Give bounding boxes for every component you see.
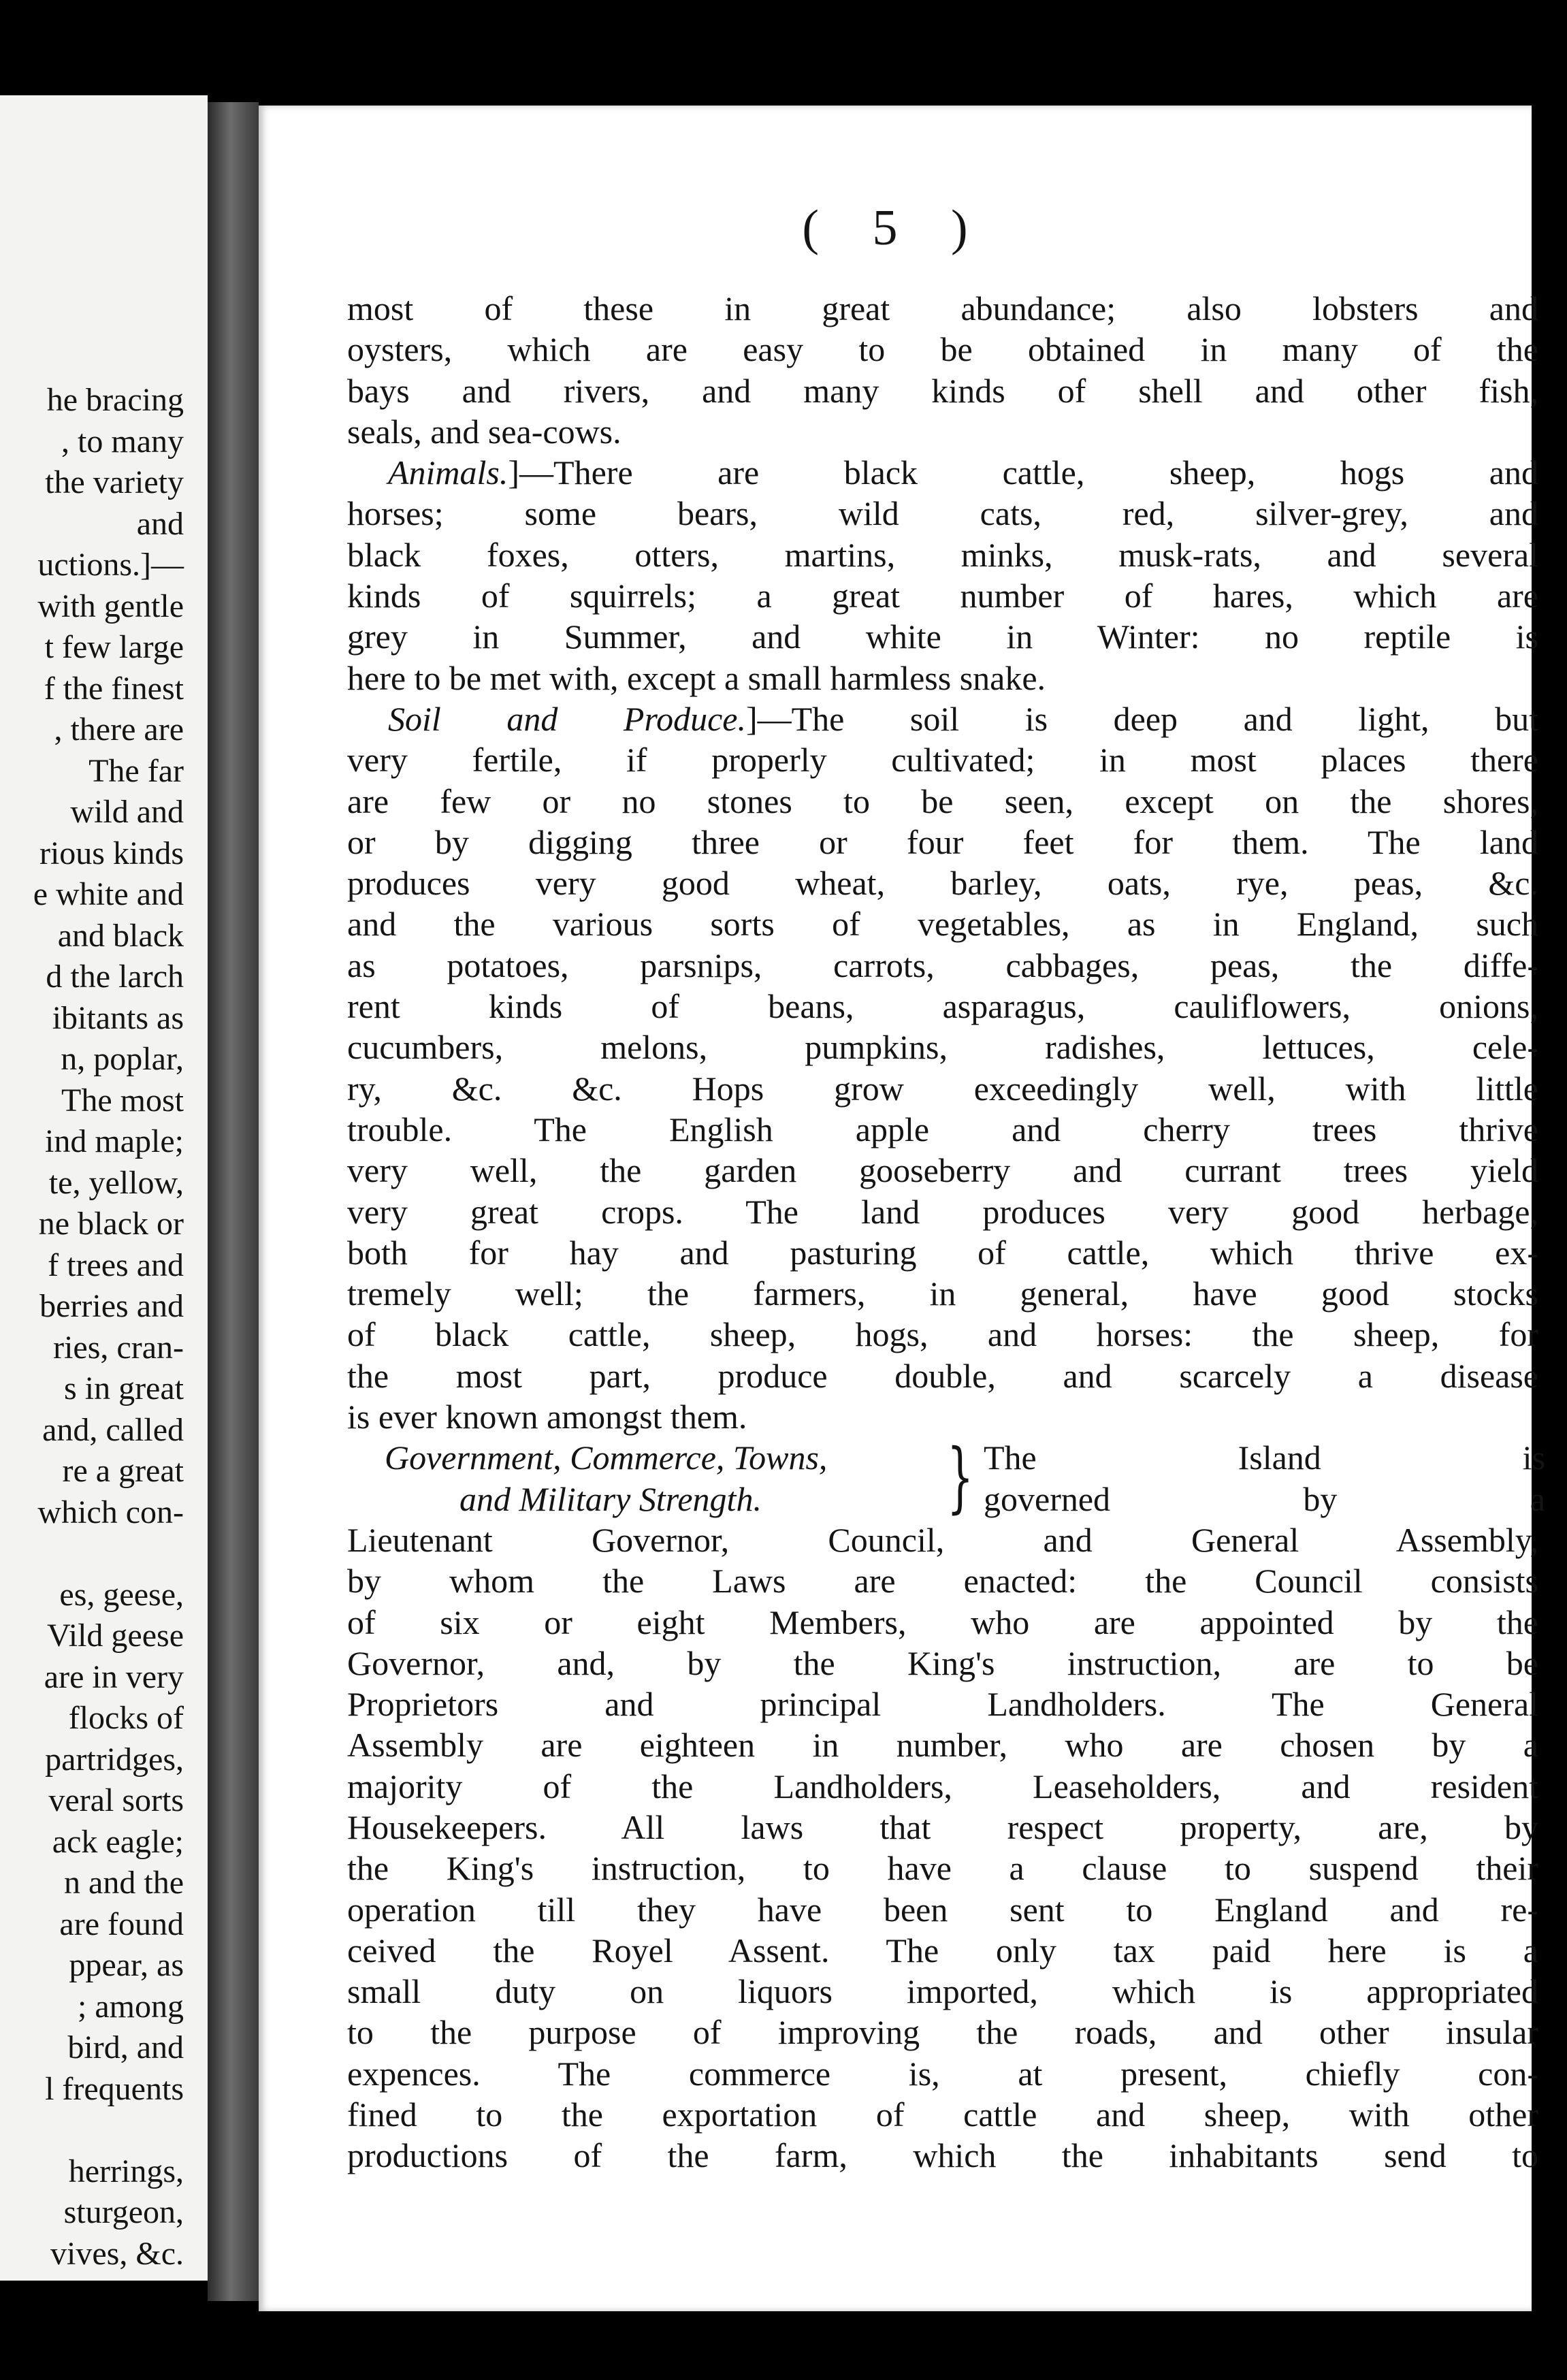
left-page-line: The most <box>61 1082 184 1119</box>
left-page-line: , there are <box>54 711 184 747</box>
text-line: or by digging three or four feet for them. The land <box>347 822 1538 861</box>
left-page-line: ries, cran- <box>53 1329 184 1366</box>
left-page-line: ibitants as <box>52 999 184 1036</box>
text-line: Proprietors and principal Landholders. The General <box>347 1685 1538 1724</box>
left-page-line: s in great <box>64 1370 184 1406</box>
text-line: as potatoes, parsnips, carrots, cabbages, peas, the diffe- <box>347 946 1538 984</box>
text-line: and the various sorts of vegetables, as in England, such <box>347 905 1538 944</box>
text-line: cucumbers, melons, pumpkins, radishes, lettuces, cele- <box>347 1028 1538 1067</box>
left-page-line <box>0 1533 184 1575</box>
left-page-line: n and the <box>64 1865 184 1901</box>
text-line: Governor, and, by the King's instruction, are to be <box>347 1643 1538 1682</box>
left-page-line: re a great <box>62 1453 184 1489</box>
text-line: The Island is <box>984 1438 1545 1477</box>
text-line: Assembly are eighteen in number, who are chosen by a <box>347 1726 1538 1765</box>
page-body <box>347 288 1545 2176</box>
left-page-line: berries and <box>39 1288 184 1324</box>
text-line: operation till they have been sent to England and re- <box>347 1890 1538 1929</box>
left-page-line: and black <box>57 917 184 954</box>
left-page-line: bird, and <box>67 2029 184 2065</box>
paragraph-intro <box>347 288 1538 452</box>
text-line: governed by a <box>984 1479 1545 1518</box>
text-line: of six or eight Members, who are appointed by the <box>347 1603 1538 1641</box>
left-page-line: ind maple; <box>45 1123 184 1159</box>
left-page-line: he bracing <box>46 382 184 418</box>
left-page-line: which con- <box>37 1494 184 1530</box>
left-page-line: veral sorts <box>48 1782 184 1818</box>
text-line: both for hay and pasturing of cattle, which thrive ex- <box>347 1233 1538 1272</box>
text-line: produces very good wheat, barley, oats, rye, peas, &c. <box>347 864 1538 903</box>
left-page-line: flocks of <box>68 1700 184 1736</box>
text-line: very fertile, if properly cultivated; in most places there <box>347 741 1538 779</box>
text-line: are few or no stones to be seen, except on the shores, <box>347 782 1538 820</box>
text-line: horses; some bears, wild cats, red, silver-grey, and <box>347 494 1538 533</box>
left-page-line: and <box>136 505 184 542</box>
left-page-line: e white and <box>33 876 184 912</box>
paragraph-soil <box>347 698 1538 1437</box>
text-line: Lieutenant Governor, Council, and General Assembly, <box>347 1520 1538 1559</box>
text-line: to the purpose of improving the roads, and other insular <box>347 2013 1538 2052</box>
left-page-line: are in very <box>44 1658 184 1695</box>
left-page-line: ppear, as <box>69 1947 184 1983</box>
text-line: seals, and sea-cows. <box>347 412 621 451</box>
left-page-line: herrings, <box>68 2153 184 2189</box>
right-page <box>259 106 1545 2311</box>
left-page-line: and, called <box>42 1411 184 1448</box>
left-page-line: partridges, <box>45 1741 184 1778</box>
text-line: very well, the garden gooseberry and currant trees yield <box>347 1151 1538 1190</box>
text-line: majority of the Landholders, Leaseholders, and resident <box>347 1767 1538 1805</box>
heading-line: Government, Commerce, Towns, <box>385 1438 828 1477</box>
left-page-line: uctions.]— <box>37 547 184 583</box>
left-page-line: with gentle <box>37 588 184 624</box>
left-page-line: wild and <box>70 794 184 830</box>
paragraph-government-heading <box>347 1433 1545 1522</box>
text-line: very great crops. The land produces very good herbage, <box>347 1192 1538 1231</box>
text-line: small duty on liquors imported, which is appropriated <box>347 1972 1538 2011</box>
text-line: productions of the farm, which the inhabitants send to <box>347 2136 1538 2175</box>
text-line: the King's instruction, to have a clause to suspend their <box>347 1849 1538 1888</box>
left-page-line: Vild geese <box>46 1618 184 1654</box>
left-page-line: l frequents <box>45 2070 184 2107</box>
text-line: by whom the Laws are enacted: the Council consists <box>347 1562 1538 1601</box>
text-line: Housekeepers. All laws that respect property, are, by <box>347 1807 1538 1846</box>
section-heading-animals: Animals. <box>388 453 508 492</box>
page-number: ( 5 ) <box>802 200 988 256</box>
text-line: rent kinds of beans, asparagus, cauliflowers, onions, <box>347 987 1538 1026</box>
brace-glyph: } <box>947 1433 974 1522</box>
text-span: ]—The soil is deep and light, but <box>745 699 1538 738</box>
left-page-line: n, poplar, <box>61 1041 184 1077</box>
left-page-line: d the larch <box>46 959 184 995</box>
left-page-line: are found <box>59 1905 184 1942</box>
left-page-line: t few large <box>44 629 184 665</box>
paragraph-animals <box>347 452 1538 698</box>
text-line: here to be met with, except a small harmless snake. <box>347 658 1046 697</box>
left-page-text <box>0 380 184 2274</box>
section-heading-government <box>385 1437 943 1519</box>
text-line: black foxes, otters, martins, minks, musk-rats, and several <box>347 535 1538 574</box>
left-page-line <box>0 2110 184 2151</box>
text-span: ]—There are black cattle, sheep, hogs and <box>508 453 1538 492</box>
left-page-line: ack eagle; <box>52 1823 184 1860</box>
left-page-line: the variety <box>45 464 184 500</box>
left-page-line: , to many <box>61 423 184 460</box>
text-line: is ever known amongst them. <box>347 1398 747 1436</box>
text-line: oysters, which are easy to be obtained in many of the <box>347 330 1538 369</box>
text-line: expences. The commerce is, at present, chiefly con- <box>347 2054 1538 2093</box>
paragraph-government <box>347 1519 1538 2176</box>
text-line: fined to the exportation of cattle and sheep, with other <box>347 2095 1538 2134</box>
text-line <box>347 698 1538 739</box>
left-page-line: ne black or <box>38 1206 184 1242</box>
text-line: the most part, produce double, and scarcely a disease <box>347 1356 1538 1395</box>
text-line: ry, &c. &c. Hops grow exceedingly well, with little <box>347 1069 1538 1108</box>
text-line: of black cattle, sheep, hogs, and horses: the sheep, for <box>347 1315 1538 1354</box>
heading-side-text <box>984 1437 1545 1519</box>
left-page-line: es, geese, <box>59 1576 184 1613</box>
left-page-line: rious kinds <box>39 835 184 871</box>
text-line: ceived the Royel Assent. The only tax paid here is a <box>347 1931 1538 1969</box>
text-line: most of these in great abundance; also lobsters and <box>347 289 1538 327</box>
left-page-line: f trees and <box>48 1247 184 1283</box>
text-line: tremely well; the farmers, in general, have good stocks <box>347 1274 1538 1313</box>
text-line <box>347 452 1538 493</box>
left-page-line: sturgeon, <box>63 2194 184 2230</box>
text-line: kinds of squirrels; a great number of hares, which are <box>347 577 1538 615</box>
text-line: trouble. The English apple and cherry trees thrive <box>347 1110 1538 1148</box>
text-line: bays and rivers, and many kinds of shell and other fish, <box>347 371 1538 410</box>
left-page-line: f the finest <box>44 670 184 707</box>
left-page-line: ; among <box>78 1988 184 2025</box>
left-page-line: vives, &c. <box>50 2235 184 2272</box>
left-page-line: The far <box>88 752 184 789</box>
left-page <box>0 95 208 2281</box>
heading-line: and Military Strength. <box>459 1479 762 1518</box>
section-heading-soil: Soil and Produce. <box>388 699 746 738</box>
book-gutter <box>208 102 259 2301</box>
text-line: grey in Summer, and white in Winter: no reptile is <box>347 617 1538 656</box>
left-page-line: te, yellow, <box>48 1164 184 1201</box>
